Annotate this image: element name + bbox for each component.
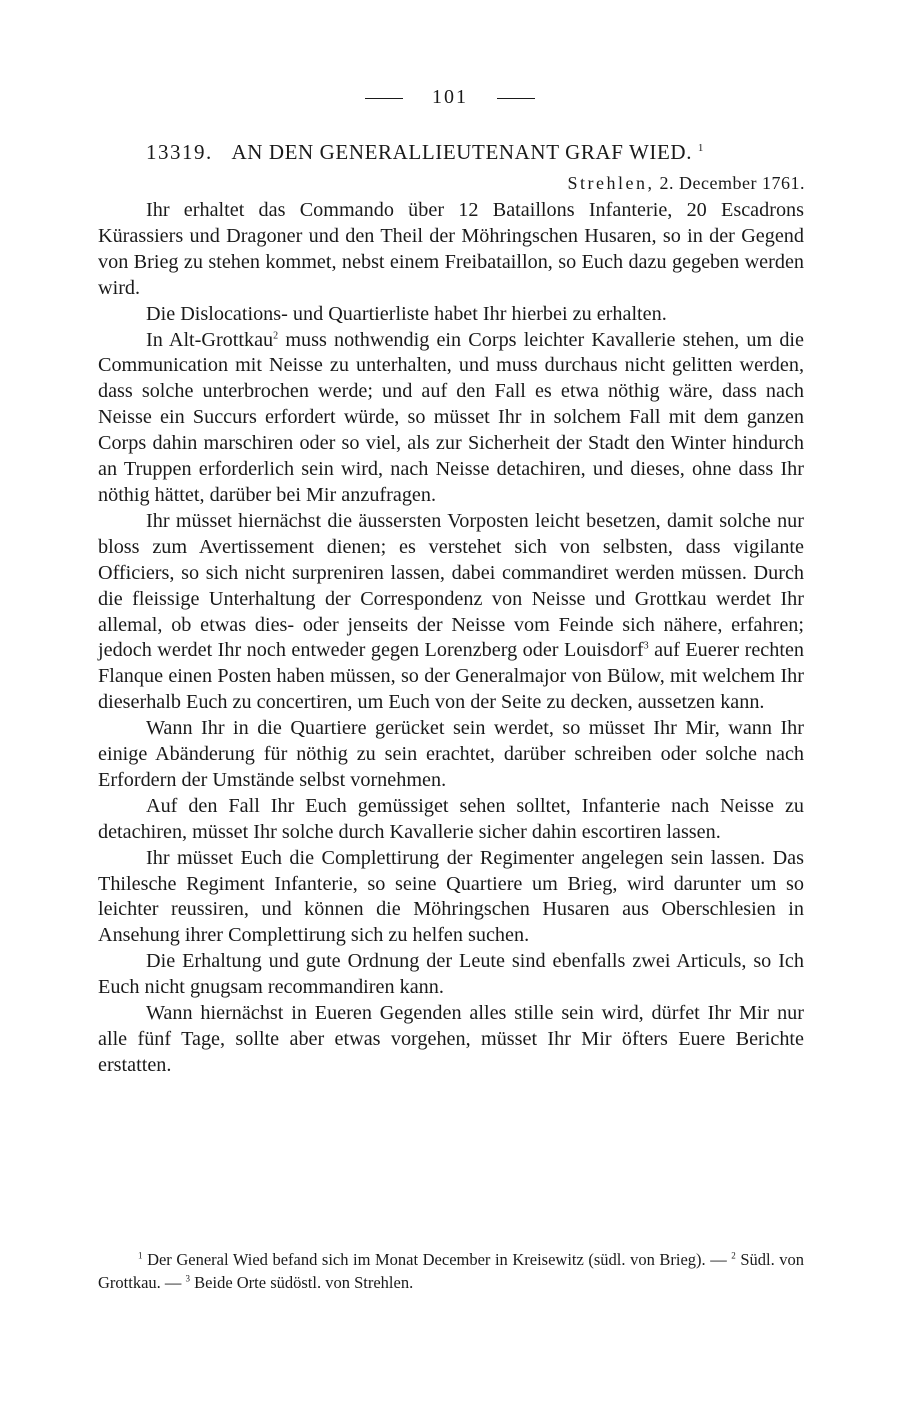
paragraph: [98, 328, 804, 509]
paragraph: [98, 302, 804, 328]
dateline: [568, 173, 805, 194]
footnote-number: 2: [731, 1250, 736, 1261]
letter-addressee: AN DEN GENERALLIEUTENANT GRAF WIED.: [231, 140, 693, 164]
paragraph: [98, 509, 804, 716]
paragraph: [98, 794, 804, 846]
footnote-marker: 3: [643, 640, 649, 652]
paragraph-text: Die Dislocations- und Quartierliste habet Ihr hierbei zu erhalten.: [146, 302, 667, 325]
footnote-text: Südl. von Grottkau. —: [98, 1250, 805, 1292]
page-number: 101: [432, 86, 468, 108]
footnote-number: 3: [185, 1273, 191, 1284]
footnote: [138, 1250, 731, 1269]
paragraph: [98, 198, 804, 302]
title-footnote-marker: 1: [697, 142, 705, 154]
paragraph-text: Ihr erhaltet das Commando über 12 Bataillons Infanterie, 20 Escadrons Kürassiers und Dragoner und den Theil der Möhringschen Husaren, so in der Gegend von Brieg zu stehen kommet, nebst einem Freibataillon, so Euch dazu gegeben werden wird.: [98, 199, 804, 299]
footnote-number: 1: [138, 1250, 143, 1261]
paragraph-text: Die Erhaltung und gute Ordnung der Leute sind ebenfalls zwei Articuls, so Ich Euch nicht gnugsam recommandiren kann.: [98, 950, 804, 999]
page-header: [0, 86, 900, 109]
footnote-marker: 2: [273, 329, 279, 341]
paragraph-text: In Alt-Grottkau: [146, 328, 274, 351]
paragraph-text: Wann Ihr in die Quartiere gerücket sein werdet, so müsset Ihr Mir, wann Ihr einige Abänderung für nöthig zu sein erachtet, darüber schreiben oder solche nach Erfordern der Umstände selbst vornehmen.: [98, 717, 804, 791]
letter-number: 13319.: [146, 140, 213, 164]
dateline-place: Strehlen,: [567, 173, 655, 193]
letter-body: [98, 198, 804, 1079]
paragraph: [98, 949, 804, 1001]
paragraph: [98, 716, 804, 794]
paragraph-text: auf Euerer rechten Flanque einen Posten haben müssen, so der Generalmajor von Bülow, mit welchem Ihr dieserhalb Euch zu concertiren, um Euch von der Seite zu decken, aussetzen kann.: [98, 639, 805, 714]
paragraph: [98, 846, 804, 950]
footnotes: [98, 1248, 804, 1294]
footnote-text: Beide Orte südöstl. von Strehlen.: [194, 1273, 414, 1292]
letter-title: [146, 140, 806, 165]
paragraph-text: muss nothwendig ein Corps leichter Kavallerie stehen, um die Communication mit Neisse zu unterhalten, und muss durchaus nicht gelitten werden, dass solche unterbrochen werde; und auf den Fall es etwa nöthig wäre, dass nach Neisse ein Succurs erfordert würde, so müsset Ihr in solchem Fall mit dem ganzen Corps dahin marschiren oder so viel, als zur Sicherheit der Stadt den Winter hindurch an Truppen erforderlich sein wird, nach Neisse detachiren, und dieses, ohne dass Ihr nöthig hättet, darüber bei Mir anzufragen.: [98, 328, 805, 506]
dateline-date: 2. December 1761.: [659, 173, 805, 193]
paragraph: [98, 1001, 804, 1079]
header-rule-left: [365, 98, 403, 99]
footnote: [186, 1273, 414, 1292]
footnote-block: [98, 1248, 804, 1294]
header-rule-right: [497, 98, 535, 99]
paragraph-text: Auf den Fall Ihr Euch gemüssiget sehen solltet, Infanterie nach Neisse zu detachiren, müsset Ihr solche durch Kavallerie sicher dahin escortiren lassen.: [98, 794, 804, 843]
footnote-text: Der General Wied befand sich im Monat December in Kreisewitz (südl. von Brieg). —: [147, 1250, 727, 1269]
paragraph-text: Ihr müsset Euch die Complettirung der Regimenter angelegen sein lassen. Das Thilesche Regiment Infanterie, so seine Quartiere um Brieg, wird darunter um so leichter reussiren, und können die Möhringschen Husaren aus Oberschlesien in Ansehung ihrer Complettirung sich zu helfen suchen.: [98, 846, 804, 947]
paragraph-text: Wann hiernächst in Eueren Gegenden alles stille sein wird, dürfet Ihr Mir nur alle fünf Tage, sollte aber etwas vorgehen, müsset Ihr Mir öfters Euere Berichte erstatten.: [98, 1002, 804, 1076]
paragraph-text: Ihr müsset hiernächst die äussersten Vorposten leicht besetzen, damit solche nur bloss zum Avertissement dienen; es verstehet sich von selbsten, dass vigilante Officiers, so sich nicht surpreniren lassen, dabei commandiret werden müssen. Durch die fleissige Unterhaltung der Correspondenz von Neisse und Grottkau werdet Ihr allemal, ob etwas dies- oder jenseits der Neisse vom Feinde sich nähere, erfahren; jedoch werdet Ihr noch entweder gegen Lorenzberg oder Louisdorf: [98, 509, 804, 662]
